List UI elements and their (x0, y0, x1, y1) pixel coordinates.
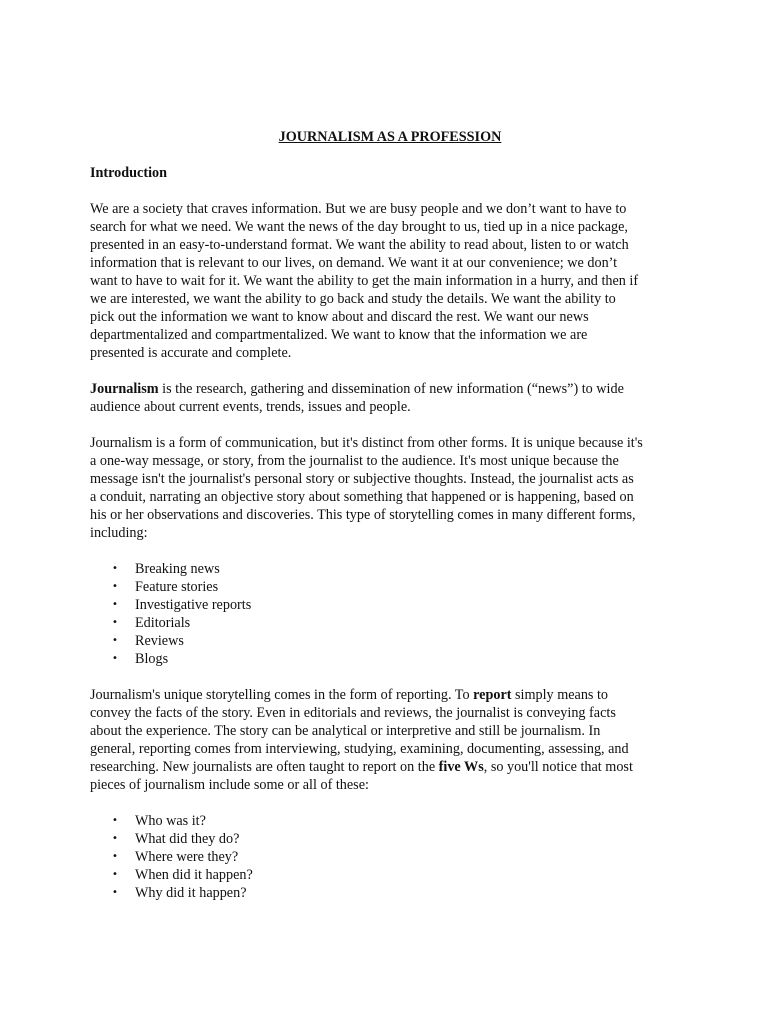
list-item-text: Why did it happen? (135, 885, 247, 901)
text-line: search for what we need. We want the news of the day brought to us, tied up in a nice package, (90, 219, 628, 235)
list-item (90, 884, 690, 902)
text-line: convey the facts of the story. Even in editorials and reviews, the journalist is conveying facts (90, 705, 616, 721)
list-item (90, 830, 690, 848)
list-item (90, 866, 690, 884)
list-item (90, 632, 690, 650)
list-item (90, 650, 690, 668)
text-line: pieces of journalism include some or all of these: (90, 777, 369, 793)
list-item (90, 560, 690, 578)
term-report: report (473, 687, 512, 703)
text-run: simply means to (511, 687, 609, 703)
list-item-text: When did it happen? (135, 867, 253, 883)
text-line: including: (90, 525, 148, 541)
bullet-icon: • (112, 851, 118, 862)
storytelling-forms-list (90, 560, 690, 668)
section-heading-introduction: Introduction (90, 165, 167, 181)
text-line: his or her observations and discoveries. This type of storytelling comes in many different forms, (90, 507, 636, 523)
text-line: presented is accurate and complete. (90, 345, 292, 361)
paragraph-communication-form (90, 434, 690, 542)
bullet-icon: • (112, 815, 118, 826)
list-item (90, 614, 690, 632)
text-line: general, reporting comes from interviewing, studying, examining, documenting, assessing, and (90, 741, 629, 757)
text-line: a one-way message, or story, from the journalist to the audience. It's most unique because the (90, 453, 619, 469)
text-run: , so you'll notice that most (483, 759, 633, 775)
list-item-text: Breaking news (135, 561, 220, 577)
text-line: departmentalized and compartmentalized. We want to know that the information we are (90, 327, 588, 343)
paragraph-reporting (90, 686, 690, 794)
bullet-icon: • (112, 833, 118, 844)
list-item-text: Where were they? (135, 849, 239, 865)
five-ws-list (90, 812, 690, 902)
text-run: researching. New journalists are often taught to report on the (90, 759, 439, 775)
bullet-icon: • (112, 887, 118, 898)
bullet-icon: • (112, 599, 118, 610)
list-item-text: What did they do? (135, 831, 240, 847)
bullet-icon: • (112, 581, 118, 592)
list-item-text: Reviews (135, 633, 184, 649)
definition-text: is the research, gathering and dissemination of new information (“news”) to wide (158, 381, 624, 397)
text-run: Journalism's unique storytelling comes in the form of reporting. To (90, 687, 474, 703)
list-item-text: Investigative reports (135, 597, 252, 613)
text-line: We are a society that craves information. But we are busy people and we don’t want to have to (90, 201, 627, 217)
paragraph-society-information (90, 200, 690, 362)
text-line: pick out the information we want to know about and discard the rest. We want our news (90, 309, 589, 325)
list-item-text: Who was it? (135, 813, 206, 829)
bullet-icon: • (112, 563, 118, 574)
paragraph-journalism-definition (90, 380, 690, 416)
text-line: want to have to wait for it. We want the ability to get the main information in a hurry, and then if (90, 273, 639, 289)
text-line (90, 686, 690, 704)
list-item-text: Blogs (135, 651, 169, 667)
list-item (90, 812, 690, 830)
list-item-text: Editorials (135, 615, 191, 631)
text-line: about the experience. The story can be analytical or interpretive and still be journalism. In (90, 723, 601, 739)
document-title: JOURNALISM AS A PROFESSION (278, 129, 502, 145)
text-line: Journalism is a form of communication, but it's distinct from other forms. It is unique because it's (90, 435, 643, 451)
bullet-icon: • (112, 869, 118, 880)
text-line (90, 380, 690, 398)
text-line: a conduit, narrating an objective story about something that happened or is happening, based on (90, 489, 634, 505)
bullet-icon: • (112, 635, 118, 646)
bullet-icon: • (112, 653, 118, 664)
text-line: message isn't the journalist's personal story or subjective thoughts. Instead, the journalist acts as (90, 471, 634, 487)
list-item (90, 848, 690, 866)
text-line: audience about current events, trends, issues and people. (90, 399, 411, 415)
text-line: we are interested, we want the ability to go back and study the details. We want the ability to (90, 291, 616, 307)
text-line: information that is relevant to our lives, on demand. We want it at our convenience; we don’t (90, 255, 618, 271)
list-item-text: Feature stories (135, 579, 219, 595)
term-journalism: Journalism (90, 381, 159, 397)
text-line (90, 758, 690, 776)
term-five-ws: five Ws (438, 759, 484, 775)
text-line: presented in an easy-to-understand format. We want the ability to read about, listen to or watch (90, 237, 629, 253)
document-page (90, 128, 690, 920)
bullet-icon: • (112, 617, 118, 628)
list-item (90, 578, 690, 596)
list-item (90, 596, 690, 614)
